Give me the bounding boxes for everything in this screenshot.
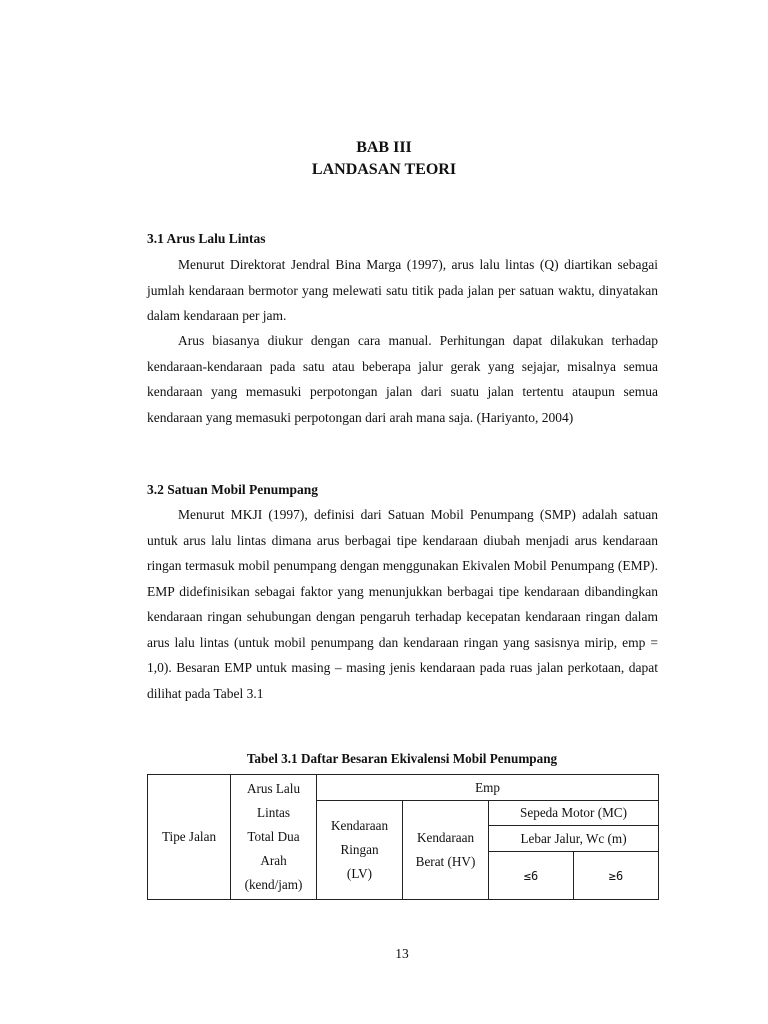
- header-emp: Emp: [317, 775, 659, 801]
- header-tipe-jalan: Tipe Jalan: [148, 775, 231, 900]
- header-arus-lalu-lintas: Arus Lalu Lintas Total Dua Arah (kend/jam): [231, 775, 317, 900]
- paragraph-definisi-arus: Menurut Direktorat Jendral Bina Marga (1997), arus lalu lintas (Q) diartikan sebagai jumlah kendaraan bermotor yang melewati satu titik pada jalan per satuan waktu, dinyatakan dalam kendaraan per jam.: [147, 257, 658, 323]
- header-wc-ge6: ≥6: [574, 852, 659, 900]
- paragraph-definisi-smp: Menurut MKJI (1997), definisi dari Satuan Mobil Penumpang (SMP) adalah satuan untuk arus lalu lintas dimana arus berbagai tipe kendaraan diubah menjadi arus kendaraan ringan termasuk mobil penumpang dengan menggunakan Ekivalen Mobil Penumpang (EMP). EMP didefinisikan sebagai faktor yang menunjukkan berbagai tipe kendaraan dibandingkan kendaraan ringan sehubungan dengan pengaruh terhadap kecepatan kendaraan ringan dalam arus lalu lintas (untuk mobil penumpang dan kendaraan ringan yang sasisnya mirip, emp = 1,0). Besaran EMP untuk masing – masing jenis kendaraan pada ruas jalan perkotaan, dapat dilihat pada Tabel 3.1: [147, 507, 658, 701]
- section-heading-arus-lalu-lintas: 3.1 Arus Lalu Lintas: [147, 231, 266, 246]
- emp-table: [147, 774, 659, 900]
- table-caption: Tabel 3.1 Daftar Besaran Ekivalensi Mobil Penumpang: [246, 751, 558, 766]
- header-wc-le6: ≤6: [489, 852, 574, 900]
- header-kendaraan-berat: Kendaraan Berat (HV): [403, 801, 489, 900]
- chapter-number: BAB III: [356, 139, 412, 156]
- header-sepeda-motor: Sepeda Motor (MC): [489, 801, 659, 826]
- page-number: 13: [395, 946, 409, 961]
- section-heading-smp: 3.2 Satuan Mobil Penumpang: [147, 482, 319, 497]
- header-kendaraan-ringan: Kendaraan Ringan (LV): [317, 801, 403, 900]
- paragraph-pengukuran-arus: Arus biasanya diukur dengan cara manual. Perhitungan dapat dilakukan terhadap kendaraan-kendaraan pada satu atau beberapa jalur gerak yang sejajar, misalnya semua kendaraan yang memasuki perpotongan jalan dari suatu jalan tertentu ataupun semua kendaraan yang memasuki perpotongan dari arah mana saja. (Hariyanto, 2004): [147, 333, 658, 425]
- chapter-title: LANDASAN TEORI: [311, 161, 457, 178]
- header-lebar-jalur: Lebar Jalur, Wc (m): [489, 826, 659, 852]
